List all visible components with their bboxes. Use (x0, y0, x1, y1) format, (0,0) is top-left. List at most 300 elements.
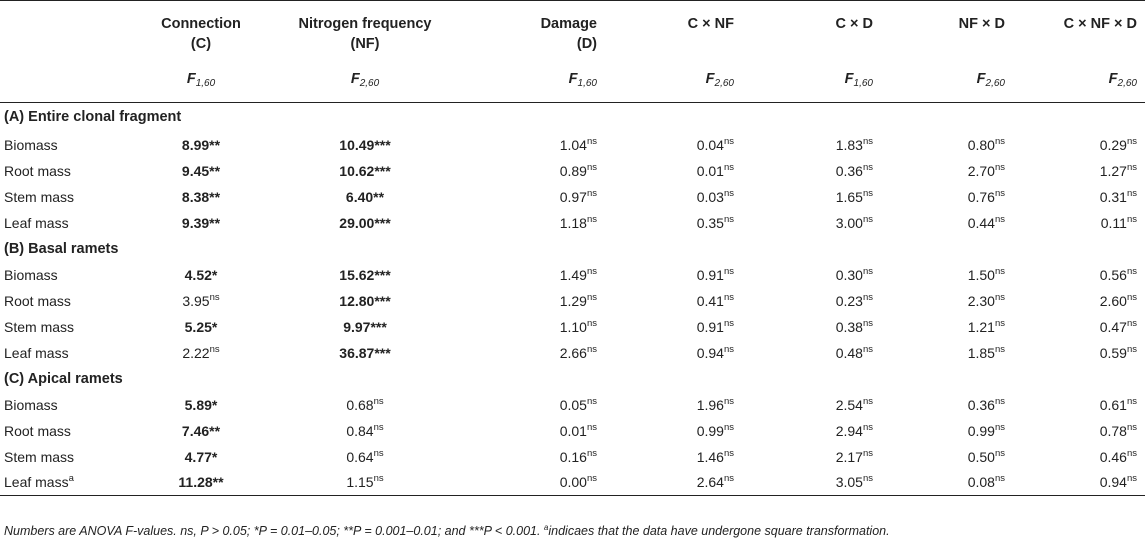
cell-value: 0.36 (967, 396, 995, 413)
table-cell (450, 470, 605, 496)
significance-marker: ns (1126, 447, 1137, 459)
degrees-of-freedom: 1,60 (195, 77, 216, 89)
table-cell (280, 158, 450, 184)
cell-value: 0.01 (559, 422, 587, 439)
dof-header-5 (742, 56, 881, 103)
table-cell (280, 392, 450, 418)
table-cell (742, 444, 881, 470)
cell-value: 2.17 (835, 448, 863, 465)
significance-marker: ns (994, 291, 1005, 303)
cell-value: 2.94 (835, 422, 863, 439)
f-symbol: F (568, 70, 578, 87)
cell-value: 0.94 (696, 344, 724, 361)
f-symbol: F (350, 70, 360, 87)
cell-value: 2.22 (182, 344, 210, 361)
significance-marker: ns (994, 265, 1005, 277)
table-cell (1013, 418, 1145, 444)
table-cell (605, 288, 742, 314)
table-cell (450, 340, 605, 366)
degrees-of-freedom: 2,60 (985, 77, 1005, 89)
column-subtitle: (NF) (350, 36, 380, 52)
significance-marker: ns (862, 317, 873, 329)
table-cell (1013, 262, 1145, 288)
column-header-7 (1013, 1, 1145, 56)
significance-marker: ns (1126, 161, 1137, 173)
cell-value: 0.11 (1100, 214, 1127, 231)
cell-value: 4.52* (184, 266, 218, 283)
row-label-text: Biomass (4, 266, 58, 283)
row-label-text: Biomass (4, 396, 58, 413)
table-cell (881, 158, 1013, 184)
table-row (0, 314, 1145, 340)
significance-marker: ns (586, 343, 597, 355)
cell-value: 1.46 (696, 448, 724, 465)
table-row (0, 210, 1145, 236)
significance-marker: ns (994, 213, 1005, 225)
degrees-of-freedom: 2,60 (714, 77, 734, 89)
table-cell (280, 184, 450, 210)
significance-marker: ns (1126, 265, 1137, 277)
significance-marker: ns (1126, 187, 1137, 199)
cell-value: 2.66 (559, 344, 587, 361)
significance-marker: ns (1126, 135, 1137, 147)
table-cell (881, 418, 1013, 444)
significance-marker: ns (586, 421, 597, 433)
degrees-of-freedom: 2,60 (1117, 77, 1137, 89)
table-cell (605, 132, 742, 158)
row-label (0, 288, 122, 314)
table-cell (742, 184, 881, 210)
column-header-4 (605, 1, 742, 56)
row-label (0, 392, 122, 418)
cell-value: 4.77* (184, 448, 218, 465)
significance-marker: ns (723, 343, 734, 355)
cell-value: 0.29 (1099, 136, 1127, 153)
significance-marker: ns (209, 291, 220, 303)
row-label-text: Stem mass (4, 188, 75, 205)
table-cell (1013, 444, 1145, 470)
table-cell (605, 418, 742, 444)
significance-marker: ns (862, 447, 873, 459)
table-cell (122, 210, 280, 236)
significance-marker: ns (1126, 421, 1137, 433)
degrees-of-freedom: 1,60 (577, 77, 597, 89)
table-cell (280, 210, 450, 236)
table-row (0, 418, 1145, 444)
significance-marker: ns (586, 213, 597, 225)
cell-value: 8.38** (181, 188, 221, 205)
cell-value: 0.59 (1099, 344, 1127, 361)
cell-value: 10.62*** (339, 162, 391, 179)
table-cell (122, 470, 280, 496)
dof-header-7 (1013, 56, 1145, 103)
significance-marker: ns (994, 421, 1005, 433)
table-row (0, 470, 1145, 496)
row-label-superscript: a (68, 473, 74, 485)
significance-marker: ns (994, 317, 1005, 329)
row-label-text: Stem mass (4, 318, 75, 335)
table-cell (742, 262, 881, 288)
f-symbol: F (186, 70, 196, 87)
table-cell (605, 210, 742, 236)
cell-value: 0.78 (1099, 422, 1127, 439)
significance-marker: ns (373, 473, 384, 485)
row-label (0, 340, 122, 366)
significance-marker: ns (723, 447, 734, 459)
cell-value: 0.44 (967, 214, 995, 231)
cell-value: 1.85 (967, 344, 995, 361)
table-cell (881, 444, 1013, 470)
table-cell (742, 392, 881, 418)
footnote-superscript: a (543, 523, 549, 532)
significance-marker: ns (862, 161, 873, 173)
significance-marker: ns (723, 473, 734, 485)
f-symbol: F (1108, 70, 1118, 87)
significance-marker: ns (862, 343, 873, 355)
table-cell (450, 418, 605, 444)
table-cell (605, 158, 742, 184)
cell-value: 0.84 (346, 422, 374, 439)
table-cell (1013, 184, 1145, 210)
cell-value: 29.00*** (339, 214, 391, 231)
row-label-text: Root mass (4, 162, 71, 179)
table-footnote (4, 524, 890, 538)
significance-marker: ns (586, 265, 597, 277)
cell-value: 0.97 (559, 188, 587, 205)
significance-marker: ns (586, 187, 597, 199)
significance-marker: ns (1126, 213, 1137, 225)
row-label-text: Root mass (4, 422, 71, 439)
column-header-3 (450, 1, 605, 56)
table-cell (881, 340, 1013, 366)
significance-marker: ns (862, 265, 873, 277)
section-header-row (0, 236, 1145, 262)
table-row (0, 158, 1145, 184)
cell-value: 2.54 (835, 396, 863, 413)
cell-value: 1.10 (559, 318, 587, 335)
table-cell (742, 132, 881, 158)
cell-value: 9.97*** (343, 318, 387, 335)
row-label (0, 158, 122, 184)
f-symbol: F (844, 70, 854, 87)
table-cell (280, 340, 450, 366)
cell-value: 0.46 (1099, 448, 1127, 465)
row-label (0, 132, 122, 158)
table-cell (881, 392, 1013, 418)
significance-marker: ns (586, 395, 597, 407)
table-cell (450, 444, 605, 470)
cell-value: 15.62*** (339, 266, 391, 283)
section-title: (A) Entire clonal fragment (4, 109, 182, 126)
cell-value: 1.50 (967, 266, 995, 283)
cell-value: 0.89 (559, 162, 587, 179)
cell-value: 0.36 (835, 162, 863, 179)
significance-marker: ns (723, 317, 734, 329)
cell-value: 0.35 (696, 214, 724, 231)
table-cell (280, 262, 450, 288)
table-row (0, 132, 1145, 158)
dof-header-1 (122, 56, 280, 103)
section-title: (B) Basal ramets (4, 240, 119, 257)
table-cell (1013, 132, 1145, 158)
cell-value: 2.64 (696, 474, 724, 491)
table-cell (605, 392, 742, 418)
significance-marker: ns (994, 395, 1005, 407)
cell-value: 1.49 (559, 266, 587, 283)
degrees-of-freedom: 2,60 (359, 77, 380, 89)
table-cell (742, 158, 881, 184)
table-cell (280, 314, 450, 340)
cell-value: 0.41 (696, 292, 724, 309)
table-cell (450, 262, 605, 288)
cell-value: 0.08 (967, 474, 995, 491)
table-cell (450, 184, 605, 210)
table-cell (122, 158, 280, 184)
cell-value: 0.80 (967, 136, 995, 153)
cell-value: 1.18 (559, 214, 587, 231)
significance-marker: ns (862, 291, 873, 303)
cell-value: 8.99** (181, 136, 221, 153)
significance-marker: ns (1126, 291, 1137, 303)
cell-value: 0.30 (835, 266, 863, 283)
column-header-0 (0, 1, 122, 56)
section-title: (C) Apical ramets (4, 370, 123, 387)
significance-marker: ns (586, 317, 597, 329)
dof-header-4 (605, 56, 742, 103)
table-cell (122, 314, 280, 340)
column-title: Connection (161, 16, 241, 32)
dof-header-6 (881, 56, 1013, 103)
significance-marker: ns (723, 213, 734, 225)
table-cell (742, 314, 881, 340)
cell-value: 11.28** (178, 474, 224, 491)
header-row-dof (0, 56, 1145, 103)
cell-value: 1.21 (967, 318, 995, 335)
cell-value: 0.23 (835, 292, 863, 309)
table-cell (280, 444, 450, 470)
significance-marker: ns (862, 473, 873, 485)
table-cell (1013, 470, 1145, 496)
cell-value: 0.99 (967, 422, 995, 439)
table-cell (1013, 392, 1145, 418)
cell-value: 9.45** (181, 162, 221, 179)
table-cell (742, 288, 881, 314)
significance-marker: ns (586, 161, 597, 173)
cell-value: 1.83 (835, 136, 863, 153)
table-cell (742, 418, 881, 444)
cell-value: 0.94 (1099, 474, 1127, 491)
significance-marker: ns (723, 395, 734, 407)
cell-value: 12.80*** (339, 292, 391, 309)
cell-value: 1.27 (1099, 162, 1127, 179)
section-header-row (0, 366, 1145, 392)
header-row-titles (0, 1, 1145, 56)
cell-value: 0.56 (1099, 266, 1127, 283)
row-label-text: Stem mass (4, 448, 75, 465)
significance-marker: ns (994, 161, 1005, 173)
table-cell (881, 470, 1013, 496)
table-cell (450, 158, 605, 184)
section-header-row (0, 103, 1145, 132)
dof-header-2 (280, 56, 450, 103)
significance-marker: ns (1126, 473, 1137, 485)
table-cell (1013, 314, 1145, 340)
cell-value: 1.96 (696, 396, 724, 413)
cell-value: 0.76 (967, 188, 995, 205)
table-cell (1013, 288, 1145, 314)
cell-value: 3.05 (835, 474, 863, 491)
cell-value: 9.39** (181, 214, 221, 231)
row-label (0, 470, 122, 496)
footnote-main: Numbers are ANOVA F-values. ns, P > 0.05; *P = 0.01–0.05; **P = 0.001–0.01; and ***P < 0.001. (4, 524, 544, 538)
row-label (0, 184, 122, 210)
cell-value: 0.64 (346, 448, 374, 465)
significance-marker: ns (994, 343, 1005, 355)
table-cell (742, 470, 881, 496)
table-cell (881, 210, 1013, 236)
table-cell (122, 444, 280, 470)
significance-marker: ns (1126, 317, 1137, 329)
table-cell (122, 132, 280, 158)
table-cell (450, 210, 605, 236)
significance-marker: ns (586, 447, 597, 459)
significance-marker: ns (723, 421, 734, 433)
row-label-text: Leaf mass (4, 344, 69, 361)
dof-header-3 (450, 56, 605, 103)
row-label (0, 418, 122, 444)
significance-marker: ns (723, 291, 734, 303)
cell-value: 6.40** (345, 188, 385, 205)
table-cell (122, 392, 280, 418)
significance-marker: ns (723, 161, 734, 173)
degrees-of-freedom: 1,60 (853, 77, 873, 89)
table-cell (605, 444, 742, 470)
table-cell (881, 288, 1013, 314)
cell-value: 0.05 (559, 396, 587, 413)
table-cell (605, 470, 742, 496)
table-cell (122, 288, 280, 314)
cell-value: 0.04 (696, 136, 724, 153)
table-cell (280, 132, 450, 158)
row-label-text: Leaf mass (4, 474, 69, 491)
cell-value: 3.00 (835, 214, 863, 231)
significance-marker: ns (723, 135, 734, 147)
column-title: Nitrogen frequency (298, 16, 432, 32)
significance-marker: ns (373, 421, 384, 433)
cell-value: 0.68 (346, 396, 374, 413)
table-cell (450, 288, 605, 314)
cell-value: 0.91 (696, 266, 724, 283)
cell-value: 2.30 (967, 292, 995, 309)
column-title: NF × D (958, 16, 1005, 32)
footnote-tail: indicaes that the data have undergone square transformation. (548, 524, 890, 538)
column-title: Damage (540, 16, 597, 32)
cell-value: 1.04 (559, 136, 587, 153)
row-label (0, 262, 122, 288)
table-row (0, 444, 1145, 470)
cell-value: 0.50 (967, 448, 995, 465)
cell-value: 0.00 (559, 474, 587, 491)
column-subtitle: (D) (576, 36, 597, 52)
cell-value: 0.03 (696, 188, 724, 205)
table-cell (605, 314, 742, 340)
significance-marker: ns (994, 187, 1005, 199)
column-title: C × NF (687, 16, 734, 32)
table-cell (742, 210, 881, 236)
f-symbol: F (976, 70, 986, 87)
table-cell (881, 314, 1013, 340)
significance-marker: ns (994, 447, 1005, 459)
table-cell (881, 184, 1013, 210)
dof-header-0 (0, 56, 122, 103)
table-row (0, 184, 1145, 210)
significance-marker: ns (373, 395, 384, 407)
cell-value: 3.95 (182, 292, 210, 309)
cell-value: 0.38 (835, 318, 863, 335)
cell-value: 5.25* (184, 318, 218, 335)
significance-marker: ns (1126, 343, 1137, 355)
cell-value: 0.99 (696, 422, 724, 439)
row-label (0, 210, 122, 236)
column-header-5 (742, 1, 881, 56)
table-cell (280, 288, 450, 314)
significance-marker: ns (586, 473, 597, 485)
significance-marker: ns (723, 187, 734, 199)
f-symbol: F (705, 70, 715, 87)
significance-marker: ns (994, 135, 1005, 147)
column-title: C × NF × D (1063, 16, 1137, 32)
cell-value: 1.65 (835, 188, 863, 205)
table-cell (122, 262, 280, 288)
table-cell (605, 262, 742, 288)
significance-marker: ns (994, 473, 1005, 485)
column-subtitle: (C) (190, 36, 212, 52)
table-cell (605, 340, 742, 366)
significance-marker: ns (862, 213, 873, 225)
cell-value: 10.49*** (339, 136, 391, 153)
cell-value: 1.15 (346, 474, 374, 491)
table-cell (742, 340, 881, 366)
column-header-2 (280, 1, 450, 56)
cell-value: 0.01 (696, 162, 724, 179)
cell-value: 2.60 (1099, 292, 1127, 309)
column-title: C × D (835, 16, 873, 32)
cell-value: 0.48 (835, 344, 863, 361)
significance-marker: ns (586, 291, 597, 303)
table-row (0, 262, 1145, 288)
cell-value: 0.16 (559, 448, 587, 465)
significance-marker: ns (862, 395, 873, 407)
cell-value: 36.87*** (339, 344, 391, 361)
cell-value: 7.46** (181, 422, 221, 439)
row-label-text: Root mass (4, 292, 71, 309)
cell-value: 5.89* (184, 396, 218, 413)
table-cell (881, 132, 1013, 158)
table-cell (881, 262, 1013, 288)
table-cell (450, 392, 605, 418)
cell-value: 0.31 (1099, 188, 1127, 205)
column-header-1 (122, 1, 280, 56)
table-row (0, 288, 1145, 314)
significance-marker: ns (586, 135, 597, 147)
table-row (0, 392, 1145, 418)
table-cell (122, 340, 280, 366)
row-label (0, 444, 122, 470)
table-cell (1013, 158, 1145, 184)
significance-marker: ns (862, 135, 873, 147)
table-cell (1013, 340, 1145, 366)
table-cell (122, 184, 280, 210)
